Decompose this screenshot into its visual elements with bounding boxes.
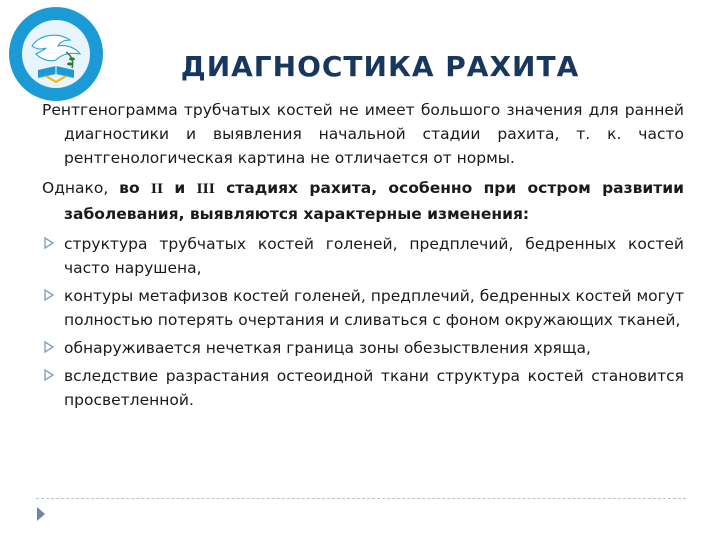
intro-paragraph: Рентгенограмма трубчатых костей не имеет большого значения для ранней диагностики и выявления начальной стадии рахита, т. к. часто рентгенологическая картина не отличается от нормы. <box>42 101 684 167</box>
arrowhead-bullet-icon <box>44 237 54 249</box>
list-item-text: вследствие разрастания остеоидной ткани структура костей становится просветленной. <box>64 367 684 409</box>
list-item <box>42 336 684 360</box>
stages-bold-2: и <box>163 179 197 197</box>
page-title: ДИАГНОСТИКА РАХИТА <box>180 50 580 83</box>
list-item-text: обнаруживается нечеткая граница зоны обезыствления хряща, <box>64 339 591 357</box>
list-item <box>42 284 684 332</box>
stages-bold-3: стадиях рахита, особенно при остром развитии заболевания, выявляются характерные изменения: <box>64 179 685 223</box>
changes-list <box>42 232 684 412</box>
footer-divider <box>36 498 686 499</box>
triangle-next-icon[interactable] <box>36 506 46 522</box>
university-logo <box>6 4 106 104</box>
list-item-text: контуры метафизов костей голеней, предплечий, бедренных костей могут полностью потерять очертания и сливаться с фоном окружающих тканей, <box>64 287 684 329</box>
arrowhead-bullet-icon <box>44 369 54 381</box>
stages-bold-1: во <box>119 179 151 197</box>
stage-numeral-3: III <box>196 182 215 197</box>
slide-body <box>42 98 684 416</box>
stages-lead: Однако, <box>42 179 120 197</box>
stage-numeral-2: II <box>150 182 164 197</box>
stages-paragraph <box>42 176 684 226</box>
list-item <box>42 232 684 280</box>
arrowhead-bullet-icon <box>44 341 54 353</box>
list-item-text: структура трубчатых костей голеней, предплечий, бедренных костей часто нарушена, <box>64 235 684 277</box>
arrowhead-bullet-icon <box>44 289 54 301</box>
list-item <box>42 364 684 412</box>
